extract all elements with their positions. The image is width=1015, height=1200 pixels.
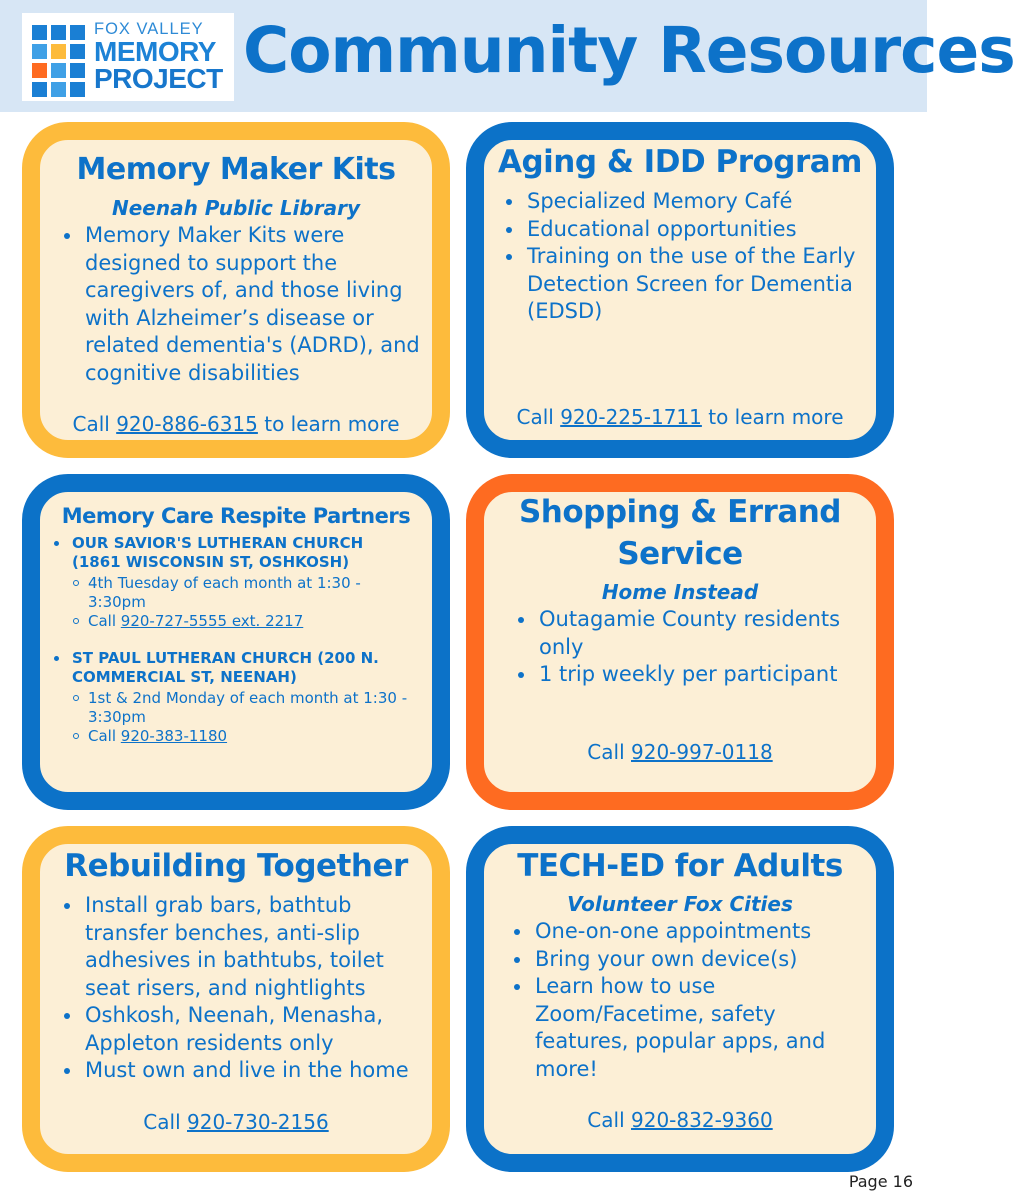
list-item: Learn how to use Zoom/Facetime, safety features, popular apps, and more! <box>510 973 850 1083</box>
call-prefix: Call <box>143 1110 181 1134</box>
logo-line-2: MEMORY <box>94 36 216 67</box>
schedule-item: 1st & 2nd Monday of each month at 1:30 - 3:30pm <box>72 689 410 727</box>
phone-link[interactable]: 920-886-6315 <box>116 412 258 436</box>
card-bullets <box>502 188 877 326</box>
card-title: Aging & IDD Program <box>498 144 862 180</box>
call-prefix: Call <box>516 405 554 429</box>
tech-ed-for-adults-card <box>466 826 894 1172</box>
page-title: Community Resources <box>243 14 1015 87</box>
card-subtitle: Volunteer Fox Cities <box>567 892 793 916</box>
call-item <box>72 612 410 631</box>
list-item: Specialized Memory Café <box>502 188 877 216</box>
card-subtitle: Neenah Public Library <box>111 196 360 220</box>
list-item: Training on the use of the Early Detection Screen for Dementia (EDSD) <box>502 243 877 326</box>
list-item: Oshkosh, Neenah, Menasha, Appleton residents only <box>60 1002 432 1057</box>
call-line <box>484 1108 876 1132</box>
logo-line-1: FOX VALLEY <box>94 20 204 38</box>
call-item <box>72 727 410 746</box>
card-bullets <box>514 606 854 689</box>
card-subtitle: Home Instead <box>601 580 759 604</box>
phone-link[interactable]: 920-832-9360 <box>631 1108 773 1132</box>
list-item <box>50 534 410 631</box>
shopping-errand-service-card <box>466 474 894 810</box>
list-item: Memory Maker Kits were designed to support the caregivers of, and those living with Alzheimer’s disease or related dementia's (ADRD), and cognitive disabilities <box>60 222 420 387</box>
call-line <box>40 1110 432 1134</box>
list-item: One-on-one appointments <box>510 918 850 946</box>
card-title: TECH-ED for Adults <box>517 848 843 884</box>
memory-care-respite-partners-card <box>22 474 450 810</box>
location-name: ST PAUL LUTHERAN CHURCH (200 N. COMMERCIAL ST, NEENAH) <box>72 649 379 686</box>
list-item: Install grab bars, bathtub transfer benches, anti-slip adhesives in bathtubs, toilet seat risers, and nightlights <box>60 892 432 1002</box>
phone-link[interactable]: 920-727-5555 ext. 2217 <box>120 612 304 630</box>
card-title-line-1: Shopping & Errand <box>518 494 841 530</box>
schedule-item: 4th Tuesday of each month at 1:30 - 3:30pm <box>72 574 410 612</box>
list-item <box>50 649 410 746</box>
list-item: Outagamie County residents only <box>514 606 854 661</box>
card-title-line-2: Service <box>617 536 743 572</box>
card-bullets <box>510 918 850 1083</box>
list-item: Educational opportunities <box>502 216 877 244</box>
location-name: OUR SAVIOR'S LUTHERAN CHURCH (1861 WISCONSIN ST, OSHKOSH) <box>72 534 364 571</box>
list-item: Must own and live in the home <box>60 1057 432 1085</box>
call-prefix: Call <box>587 740 625 764</box>
page-header <box>0 0 1015 112</box>
logo-line-3: PROJECT <box>94 63 223 94</box>
rebuilding-together-card <box>22 826 450 1172</box>
call-prefix: Call <box>587 1108 625 1132</box>
card-bullets <box>60 892 432 1085</box>
list-item: Bring your own device(s) <box>510 946 850 974</box>
call-line <box>36 412 436 436</box>
fox-valley-memory-project-logo <box>22 13 234 101</box>
call-prefix: Call <box>72 412 110 436</box>
phone-link[interactable]: 920-730-2156 <box>187 1110 329 1134</box>
memory-maker-kits-card <box>22 122 450 458</box>
call-suffix: to learn more <box>264 412 400 436</box>
card-title: Memory Maker Kits <box>76 152 396 187</box>
phone-link[interactable]: 920-383-1180 <box>120 727 228 745</box>
card-bullets <box>60 222 420 387</box>
respite-locations <box>50 534 410 746</box>
phone-link[interactable]: 920-225-1711 <box>560 405 702 429</box>
phone-link[interactable]: 920-997-0118 <box>631 740 773 764</box>
call-suffix: to learn more <box>708 405 844 429</box>
aging-idd-program-card <box>466 122 894 458</box>
card-title: Rebuilding Together <box>64 848 408 884</box>
call-line <box>484 740 876 764</box>
card-title: Memory Care Respite Partners <box>61 504 411 528</box>
call-prefix: Call <box>88 612 117 630</box>
call-line <box>484 405 876 429</box>
call-prefix: Call <box>88 727 117 745</box>
page-number: Page 16 <box>848 1172 913 1191</box>
list-item: 1 trip weekly per participant <box>514 661 854 689</box>
